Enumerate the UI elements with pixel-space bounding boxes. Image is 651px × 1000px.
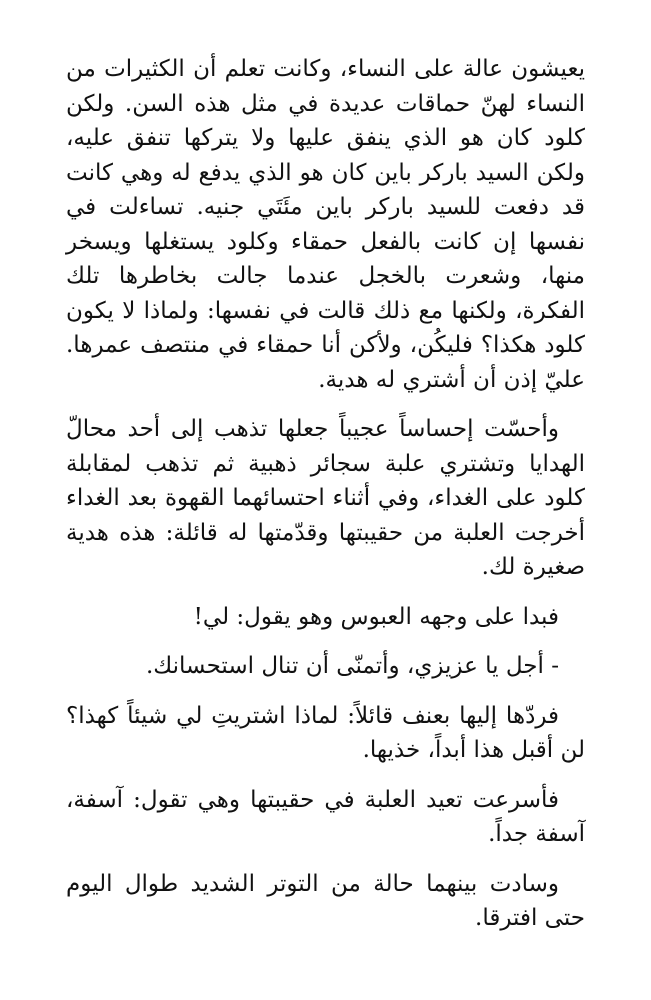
paragraph-4: - أجل يا عزيزي، وأتمنّى أن تنال استحسانك.	[145, 653, 559, 679]
paragraph-3: فبدا على وجهه العبوس وهو يقول: لي!	[193, 603, 559, 630]
paragraph-5: فردّها إليها بعنف قائلاً: لماذا اشتريتِ لي شيئاً كهذا؟ لن أقبل هذا أبداً، خذيها.	[66, 702, 585, 763]
paragraph-1: يعيشون عالة على النساء، وكانت تعلم أن الكثيرات من النساء لهنّ حماقات عديدة في مثل هذه السن. ولكن كلود كان هو الذي ينفق عليها ولا يتركها تنفق عليه، ولكن السيد باركر باين كان هو الذي يدفع له وهي كانت قد دفعت للسيد باركر باين مئَتَي جنيه. تساءلت في نفسها إن كانت بالفعل حمقاء وكلود يستغلها ويسخر منها، وشعرت بالخجل عندما جالت بخاطرها تلك الفكرة، ولكنها مع ذلك قالت في نفسها: ولماذا لا يكون كلود هكذا؟ فليكُن، ولأكن أنا حمقاء في منتصف عمرها. عليّ إذن أن أشتري له هدية.	[66, 56, 585, 393]
book-page	[66, 52, 585, 951]
paragraph-7: وسادت بينهما حالة من التوتر الشديد طوال اليوم حتى افترقا.	[66, 870, 585, 931]
paragraph-2: وأحسّت إحساساً عجيباً جعلها تذهب إلى أحد محالّ الهدايا وتشتري علبة سجائر ذهبية ثم تذهب لمقابلة كلود على الغداء، وفي أثناء احتسائهما القهوة بعد الغداء أخرجت العلبة من حقيبتها وقدّمتها له قائلة: هذه هدية صغيرة لك.	[66, 416, 585, 580]
paragraph-6: فأسرعت تعيد العلبة في حقيبتها وهي تقول: آسفة، آسفة جداً.	[66, 786, 585, 847]
